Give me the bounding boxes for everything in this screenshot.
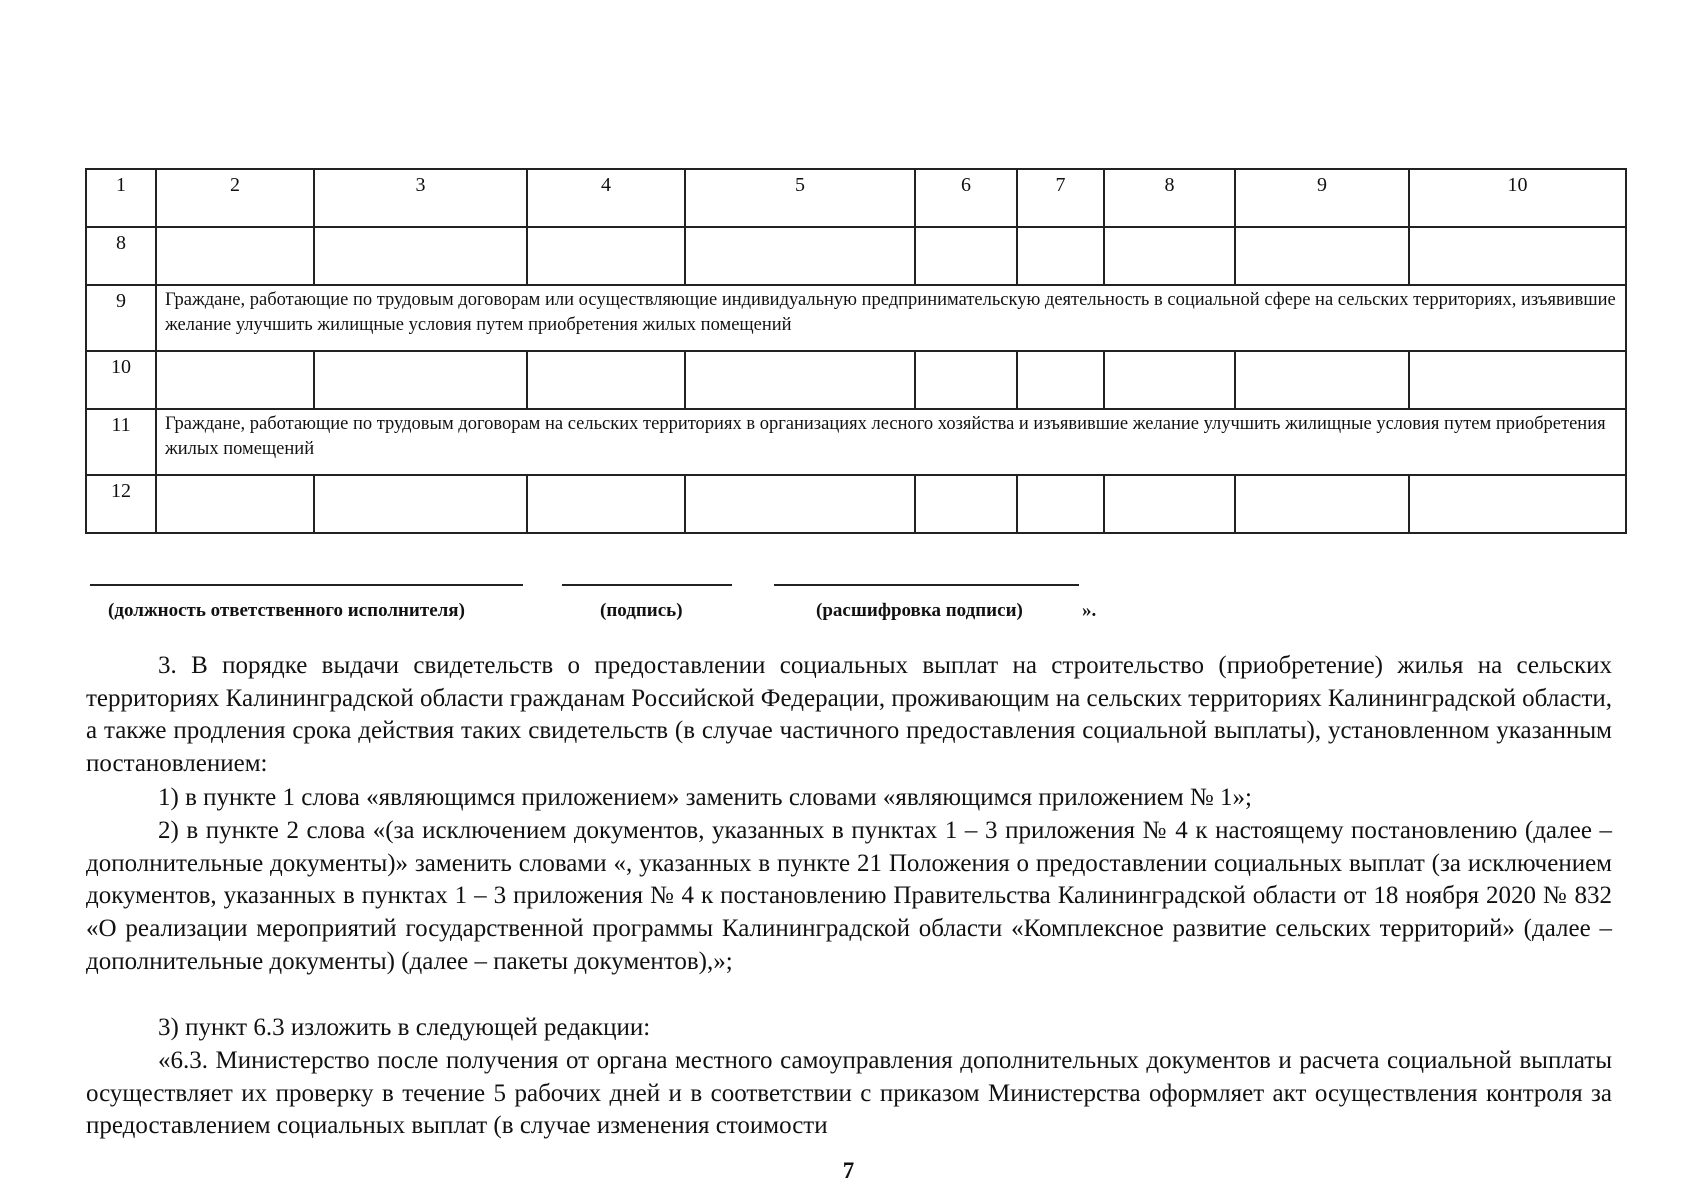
table-cell — [1104, 475, 1235, 533]
table-cell — [1409, 475, 1626, 533]
table-cell — [915, 351, 1017, 409]
table-cell — [685, 351, 915, 409]
table-cell — [527, 475, 685, 533]
table-cell — [314, 475, 527, 533]
header-cell: 7 — [1017, 169, 1104, 227]
header-cell: 5 — [685, 169, 915, 227]
row-number: 10 — [86, 351, 156, 409]
row-number: 8 — [86, 227, 156, 285]
table-row — [86, 351, 1626, 409]
header-cell: 8 — [1104, 169, 1235, 227]
table-cell — [1235, 351, 1409, 409]
row-number: 11 — [86, 409, 156, 475]
category-text: Граждане, работающие по трудовым договорам или осуществляющие индивидуальную предпринимательскую деятельность в социальной сфере на сельских территориях, изъявившие желание улучшить жилищные условия путем приобретения жилых помещений — [156, 285, 1626, 351]
subparagraph-3: 3) пункт 6.3 изложить в следующей редакции: — [158, 1014, 651, 1041]
table-cell — [527, 351, 685, 409]
header-cell: 2 — [156, 169, 314, 227]
table-cell — [685, 475, 915, 533]
table-cell — [156, 475, 314, 533]
header-cell: 3 — [314, 169, 527, 227]
table-cell — [1017, 475, 1104, 533]
table-cell — [156, 351, 314, 409]
header-cell: 10 — [1409, 169, 1626, 227]
row-number: 9 — [86, 285, 156, 351]
subparagraph-2: 2) в пункте 2 слова «(за исключением документов, указанных в пунктах 1 – 3 приложения № 4 к настоящему постановлению (далее – дополнительные документы)» заменить словами «, указанных в пункте 21 Положения о предоставлении социальных выплат (за исключением документов, указанных в пунктах 1 – 3 приложения № 4 к постановлению Правительства Калининградской области от 18 ноября 2020 № 832 «О реализации мероприятий государственной программы Калининградской области «Комплексное развитие сельских территорий» (далее – дополнительные документы) (далее – пакеты документов),»; — [86, 817, 1612, 975]
table-cell — [314, 351, 527, 409]
header-cell: 4 — [527, 169, 685, 227]
table-cell — [1017, 227, 1104, 285]
decoding-label: (расшифровка подписи) — [816, 600, 1023, 621]
row-number: 12 — [86, 475, 156, 533]
position-signature-line — [90, 584, 523, 586]
table-cell — [156, 227, 314, 285]
table-row — [86, 227, 1626, 285]
position-label: (должность ответственного исполнителя) — [108, 600, 465, 621]
table-cell — [527, 227, 685, 285]
table-cell — [314, 227, 527, 285]
table-cell — [1104, 227, 1235, 285]
header-cell: 6 — [915, 169, 1017, 227]
table-cell — [1409, 227, 1626, 285]
decoding-signature-line — [774, 584, 1079, 586]
table-cell — [1104, 351, 1235, 409]
header-cell: 9 — [1235, 169, 1409, 227]
table-row — [86, 409, 1626, 475]
table-cell — [915, 475, 1017, 533]
signature-label: (подпись) — [600, 600, 683, 621]
page-number: 7 — [842, 1158, 855, 1183]
subparagraph-1: 1) в пункте 1 слова «являющимся приложением» заменить словами «являющимся приложением № 1»; — [158, 784, 1252, 811]
table-row — [86, 475, 1626, 533]
table-cell — [685, 227, 915, 285]
table-cell — [1235, 227, 1409, 285]
table-cell — [1409, 351, 1626, 409]
paragraph-6-3: «6.3. Министерство после получения от органа местного самоуправления дополнительных документов и расчета социальной выплаты осуществляет их проверку в течение 5 рабочих дней и в соответствии с приказом Министерства оформляет акт осуществления контроля за предоставлением социальных выплат (в случае изменения стоимости — [86, 1047, 1612, 1140]
form-table — [85, 168, 1627, 534]
table-header-row — [86, 169, 1626, 227]
signature-line — [562, 584, 732, 586]
table-cell — [1235, 475, 1409, 533]
table-cell — [915, 227, 1017, 285]
category-text: Граждане, работающие по трудовым договорам на сельских территориях в организациях лесного хозяйства и изъявившие желание улучшить жилищные условия путем приобретения жилых помещений — [156, 409, 1626, 475]
table-cell — [1017, 351, 1104, 409]
table-row — [86, 285, 1626, 351]
header-cell: 1 — [86, 169, 156, 227]
paragraph-3: 3. В порядке выдачи свидетельств о предоставлении социальных выплат на строительство (приобретение) жилья на сельских территориях Калининградской области гражданам Российской Федерации, проживающим на сельских территориях Калининградской области, а также продления срока действия таких свидетельств (в случае частичного предоставления социальной выплаты), установленном указанным постановлением: — [86, 652, 1612, 778]
closing-quote: ». — [1082, 600, 1097, 621]
